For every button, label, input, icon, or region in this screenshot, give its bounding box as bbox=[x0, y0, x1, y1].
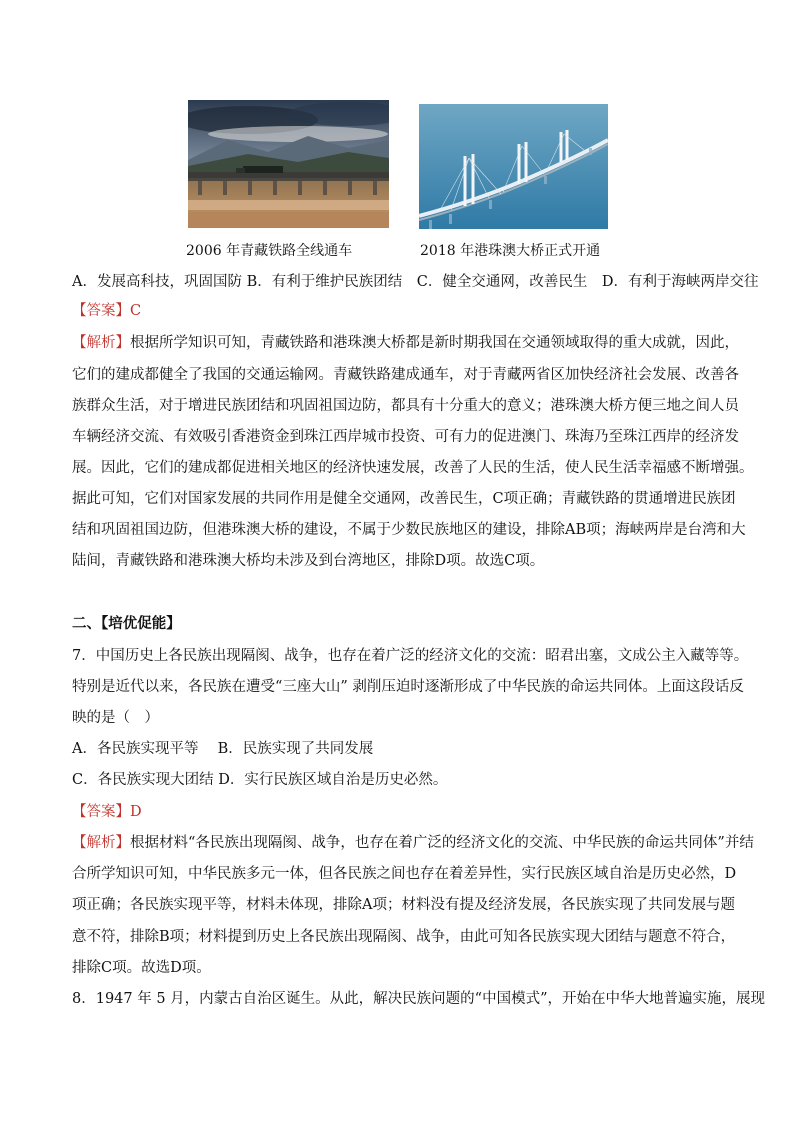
answer-value: C bbox=[130, 303, 142, 319]
q7-analysis-line-3: 项正确；各民族实现平等，材料未体现，排除A项；材料没有提及经济发展，各民族实现了共同发展与题 bbox=[72, 897, 735, 913]
section-heading: 二、【培优促能】 bbox=[72, 615, 181, 632]
q7-analysis-line-5: 排除C项。故选D项。 bbox=[72, 960, 211, 976]
right-figure-caption: 2018 年港珠澳大桥正式开通 bbox=[420, 243, 601, 259]
q6-options: A．发展高科技，巩固国防 B．有利于维护民族团结 C．健全交通网，改善民生 D．有利于海峡两岸交往 bbox=[72, 274, 759, 290]
q7-stem-line-3: 映的是（ ） bbox=[72, 710, 159, 726]
q6-analysis-line-8: 陆间，青藏铁路和港珠澳大桥均未涉及到台湾地区，排除D项。故选C项。 bbox=[72, 553, 545, 569]
answer-tag: 【答案】 bbox=[72, 804, 130, 820]
q6-answer bbox=[72, 299, 141, 320]
hzmb-bridge-photo bbox=[419, 104, 608, 229]
q6-analysis-line-1: 【解析】根据所学知识可知，青藏铁路和港珠澳大桥都是新时期我国在交通领域取得的重大成就，因此， bbox=[72, 335, 739, 351]
q7-stem-line-1: 7．中国历史上各民族出现隔阂、战争，也存在着广泛的经济文化的交流：昭君出塞，文成公主入藏等等。 bbox=[72, 648, 749, 664]
analysis-tag: 【解析】 bbox=[72, 335, 130, 351]
analysis-tag: 【解析】 bbox=[72, 835, 130, 851]
left-figure-caption: 2006 年青藏铁路全线通车 bbox=[186, 243, 353, 259]
q7-answer bbox=[72, 800, 142, 821]
q7-analysis-line-4: 意不符，排除B项；材料提到历史上各民族出现隔阂、战争，由此可知各民族实现大团结与题意不符合， bbox=[72, 929, 736, 945]
q7-options-line-1: A．各民族实现平等 B．民族实现了共同发展 bbox=[72, 741, 374, 757]
q6-analysis-line-7: 结和巩固祖国边防，但港珠澳大桥的建设，不属于少数民族地区的建设，排除AB项；海峡两岸是台湾和大 bbox=[72, 522, 746, 538]
q7-analysis-line-2: 合所学知识可知，中华民族多元一体，但各民族之间也存在着差异性，实行民族区域自治是历史必然，D bbox=[72, 866, 737, 882]
answer-value: D bbox=[130, 804, 142, 820]
q8-stem-line-1: 8．1947 年 5 月，内蒙古自治区诞生。从此，解决民族问题的“中国模式”，开始在中华大地普遍实施，展现 bbox=[72, 991, 766, 1007]
qinghai-tibet-railway-photo bbox=[188, 100, 389, 228]
q6-analysis-line-6: 据此可知，它们对国家发展的共同作用是健全交通网，改善民生，C项正确；青藏铁路的贯通增进民族团 bbox=[72, 491, 736, 507]
q6-analysis-line-5: 展。因此，它们的建成都促进相关地区的经济快速发展，改善了人民的生活，使人民生活幸福感不断增强。 bbox=[72, 460, 754, 476]
q7-options-line-2: C．各民族实现大团结 D．实行民族区域自治是历史必然。 bbox=[72, 772, 448, 788]
answer-tag: 【答案】 bbox=[72, 303, 130, 319]
q7-stem-line-2: 特别是近代以来，各民族在遭受“三座大山” 剥削压迫时逐渐形成了中华民族的命运共同体。上面这段话反 bbox=[72, 679, 744, 695]
q6-analysis-line-3: 族群众生活，对于增进民族团结和巩固祖国边防，都具有十分重大的意义；港珠澳大桥方便三地之间人员 bbox=[72, 398, 739, 414]
q7-analysis-line-1: 【解析】根据材料“各民族出现隔阂、战争，也存在着广泛的经济文化的交流、中华民族的命运共同体”并结 bbox=[72, 835, 754, 851]
q6-analysis-line-4: 车辆经济交流、有效吸引香港资金到珠江西岸城市投资、可有力的促进澳门、珠海乃至珠江西岸的经济发 bbox=[72, 429, 739, 445]
q6-analysis-line-2: 它们的建成都健全了我国的交通运输网。青藏铁路建成通车，对于青藏两省区加快经济社会发展、改善各 bbox=[72, 367, 739, 383]
